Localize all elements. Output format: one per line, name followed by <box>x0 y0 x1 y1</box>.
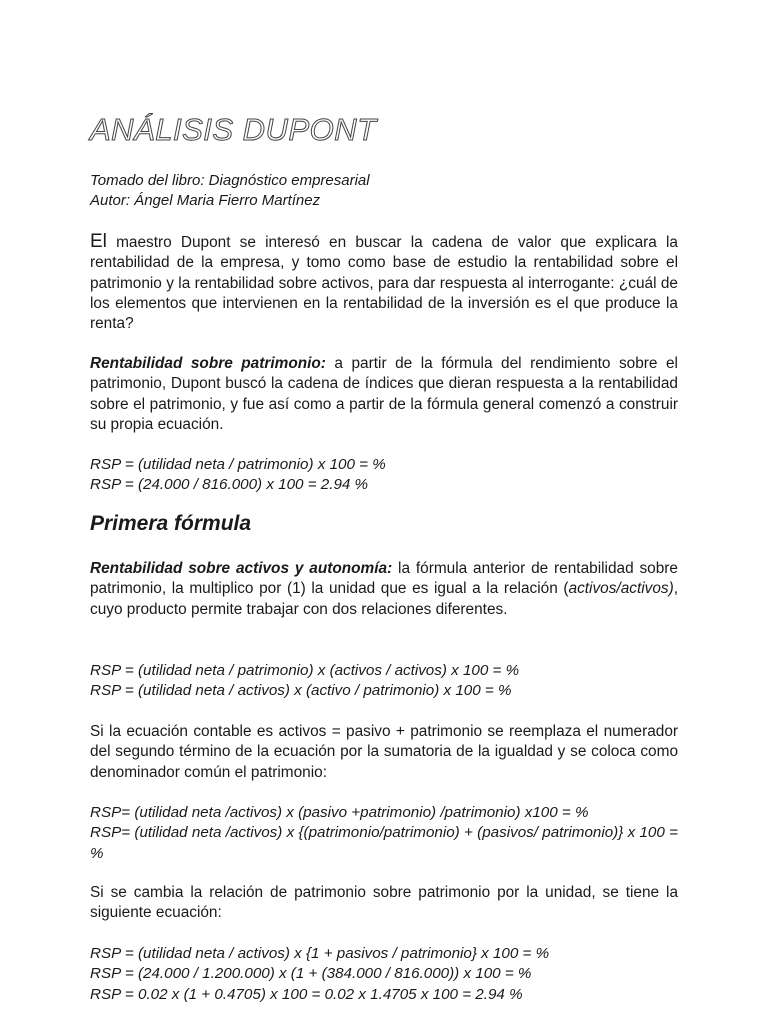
intro-text: maestro Dupont se interesó en buscar la cadena de valor que explicara la rentabilidad de la empresa, y tomo como base de estudio la rentabilidad sobre el patrimonio y la rentabilidad sobre activos, para dar respuesta al interrogante: ¿cuál de los elementos que intervienen en la rentabilidad de la inversión es el que produce la renta? <box>90 234 678 333</box>
equation: RSP = (24.000 / 1.200.000) x (1 + (384.000 / 816.000)) x 100 = % <box>90 965 532 983</box>
equation: RSP= (utilidad neta /activos) x {(patrimonio/patrimonio) + (pasivos/ patrimonio)} x 100 = % <box>90 824 678 862</box>
equation: RSP = (utilidad neta / activos) x (activo / patrimonio) x 100 = % <box>90 682 512 700</box>
equation: RSP = (utilidad neta / patrimonio) x 100 = % <box>90 456 386 473</box>
assets-return-text-2: , cuyo producto permite trabajar con dos relaciones diferentes. <box>90 580 678 618</box>
assets-return-text-1: la fórmula anterior de rentabilidad sobre patrimonio, la multiplico por (1) la unidad que es igual a la relación ( <box>90 560 678 598</box>
equity-return-text: a partir de la fórmula del rendimiento sobre el patrimonio, Dupont buscó la cadena de índices que dieran respuesta a la rentabilidad sobre el patrimonio, y fue así como a partir de la fórmula general comenzó a construir su propia ecuación. <box>90 355 678 433</box>
accounting-paragraph <box>90 722 678 783</box>
source-book: Tomado del libro: Diagnóstico empresarial <box>90 172 370 189</box>
assets-return-paragraph <box>90 559 678 620</box>
equation: RSP = (utilidad neta / activos) x {1 + pasivos / patrimonio} x 100 = % <box>90 945 550 962</box>
equity-return-paragraph <box>90 354 678 435</box>
accounting-text: Si la ecuación contable es activos = pasivo + patrimonio se reemplaza el numerador del segundo término de la ecuación por la sumatoria de la igualdad y se coloca como denominador común el patrimonio: <box>90 723 678 781</box>
equation-group-4 <box>90 944 678 1005</box>
equation: RSP = (24.000 / 816.000) x 100 = 2.94 % <box>90 476 369 494</box>
intro-paragraph <box>90 232 678 334</box>
unit-text: Si se cambia la relación de patrimonio sobre patrimonio por la unidad, se tiene la siguiente ecuación: <box>90 884 678 922</box>
intro-dropcap: El <box>90 231 107 252</box>
document-title: ANÁLISIS DUPONT <box>90 112 377 147</box>
source-author: Autor: Ángel Maria Fierro Martínez <box>90 192 321 209</box>
assets-return-lead: Rentabilidad sobre activos y autonomía: <box>90 560 393 577</box>
assets-return-italic: activos/activos) <box>568 580 674 598</box>
equation: RSP= (utilidad neta /activos) x (pasivo +patrimonio) /patrimonio) x100 = % <box>90 804 589 821</box>
equation-group-1 <box>90 455 678 496</box>
equation-group-3 <box>90 803 678 864</box>
equation: RSP = 0.02 x (1 + 0.4705) x 100 = 0.02 x 1.4705 x 100 = 2.94 % <box>90 985 523 1003</box>
equation: RSP = (utilidad neta / patrimonio) x (activos / activos) x 100 = % <box>90 662 520 679</box>
source-citation <box>90 171 370 211</box>
equity-return-lead: Rentabilidad sobre patrimonio: <box>90 355 326 372</box>
section-heading: Primera fórmula <box>90 512 252 535</box>
unit-paragraph <box>90 883 678 924</box>
equation-group-2 <box>90 661 678 702</box>
